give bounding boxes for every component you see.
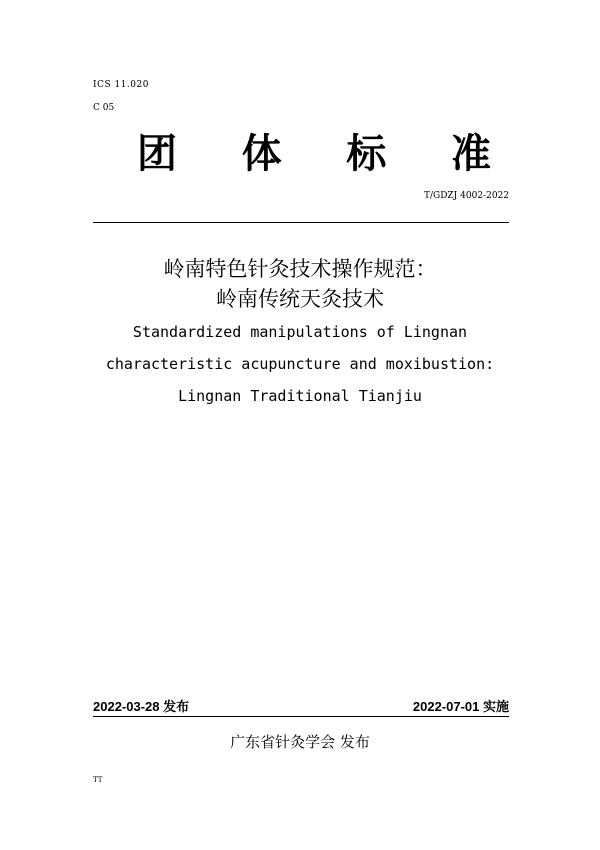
english-title-line-2: characteristic acupuncture and moxibustion:	[105, 355, 495, 373]
group-standard-heading	[93, 128, 509, 180]
heading-char-4: 准	[450, 131, 491, 177]
standard-number: T/GDZJ 4002-2022	[423, 191, 509, 201]
chinese-title-line-2: 岭南传统天灸技术	[216, 287, 384, 311]
top-divider	[93, 222, 509, 223]
implementation-date: 2022-07-01 实施	[412, 699, 509, 714]
heading-char-1: 团	[137, 131, 177, 177]
heading-char-3: 标	[346, 131, 387, 177]
chinese-title-line-1: 岭南特色针灸技术操作规范：	[163, 257, 437, 281]
ics-code: ICS 11.020	[93, 80, 149, 90]
release-date: 2022-03-28 发布	[93, 699, 190, 714]
english-title-line-1: Standardized manipulations of Lingnan	[132, 323, 468, 341]
footer-mark: TT	[93, 776, 103, 784]
english-title-line-3: Lingnan Traditional Tianjiu	[178, 387, 422, 405]
bottom-divider	[93, 716, 509, 717]
publisher: 广东省针灸学会 发布	[230, 733, 370, 751]
date-row	[93, 698, 509, 716]
ccs-code: C 05	[93, 103, 115, 113]
heading-char-2: 体	[241, 131, 282, 177]
